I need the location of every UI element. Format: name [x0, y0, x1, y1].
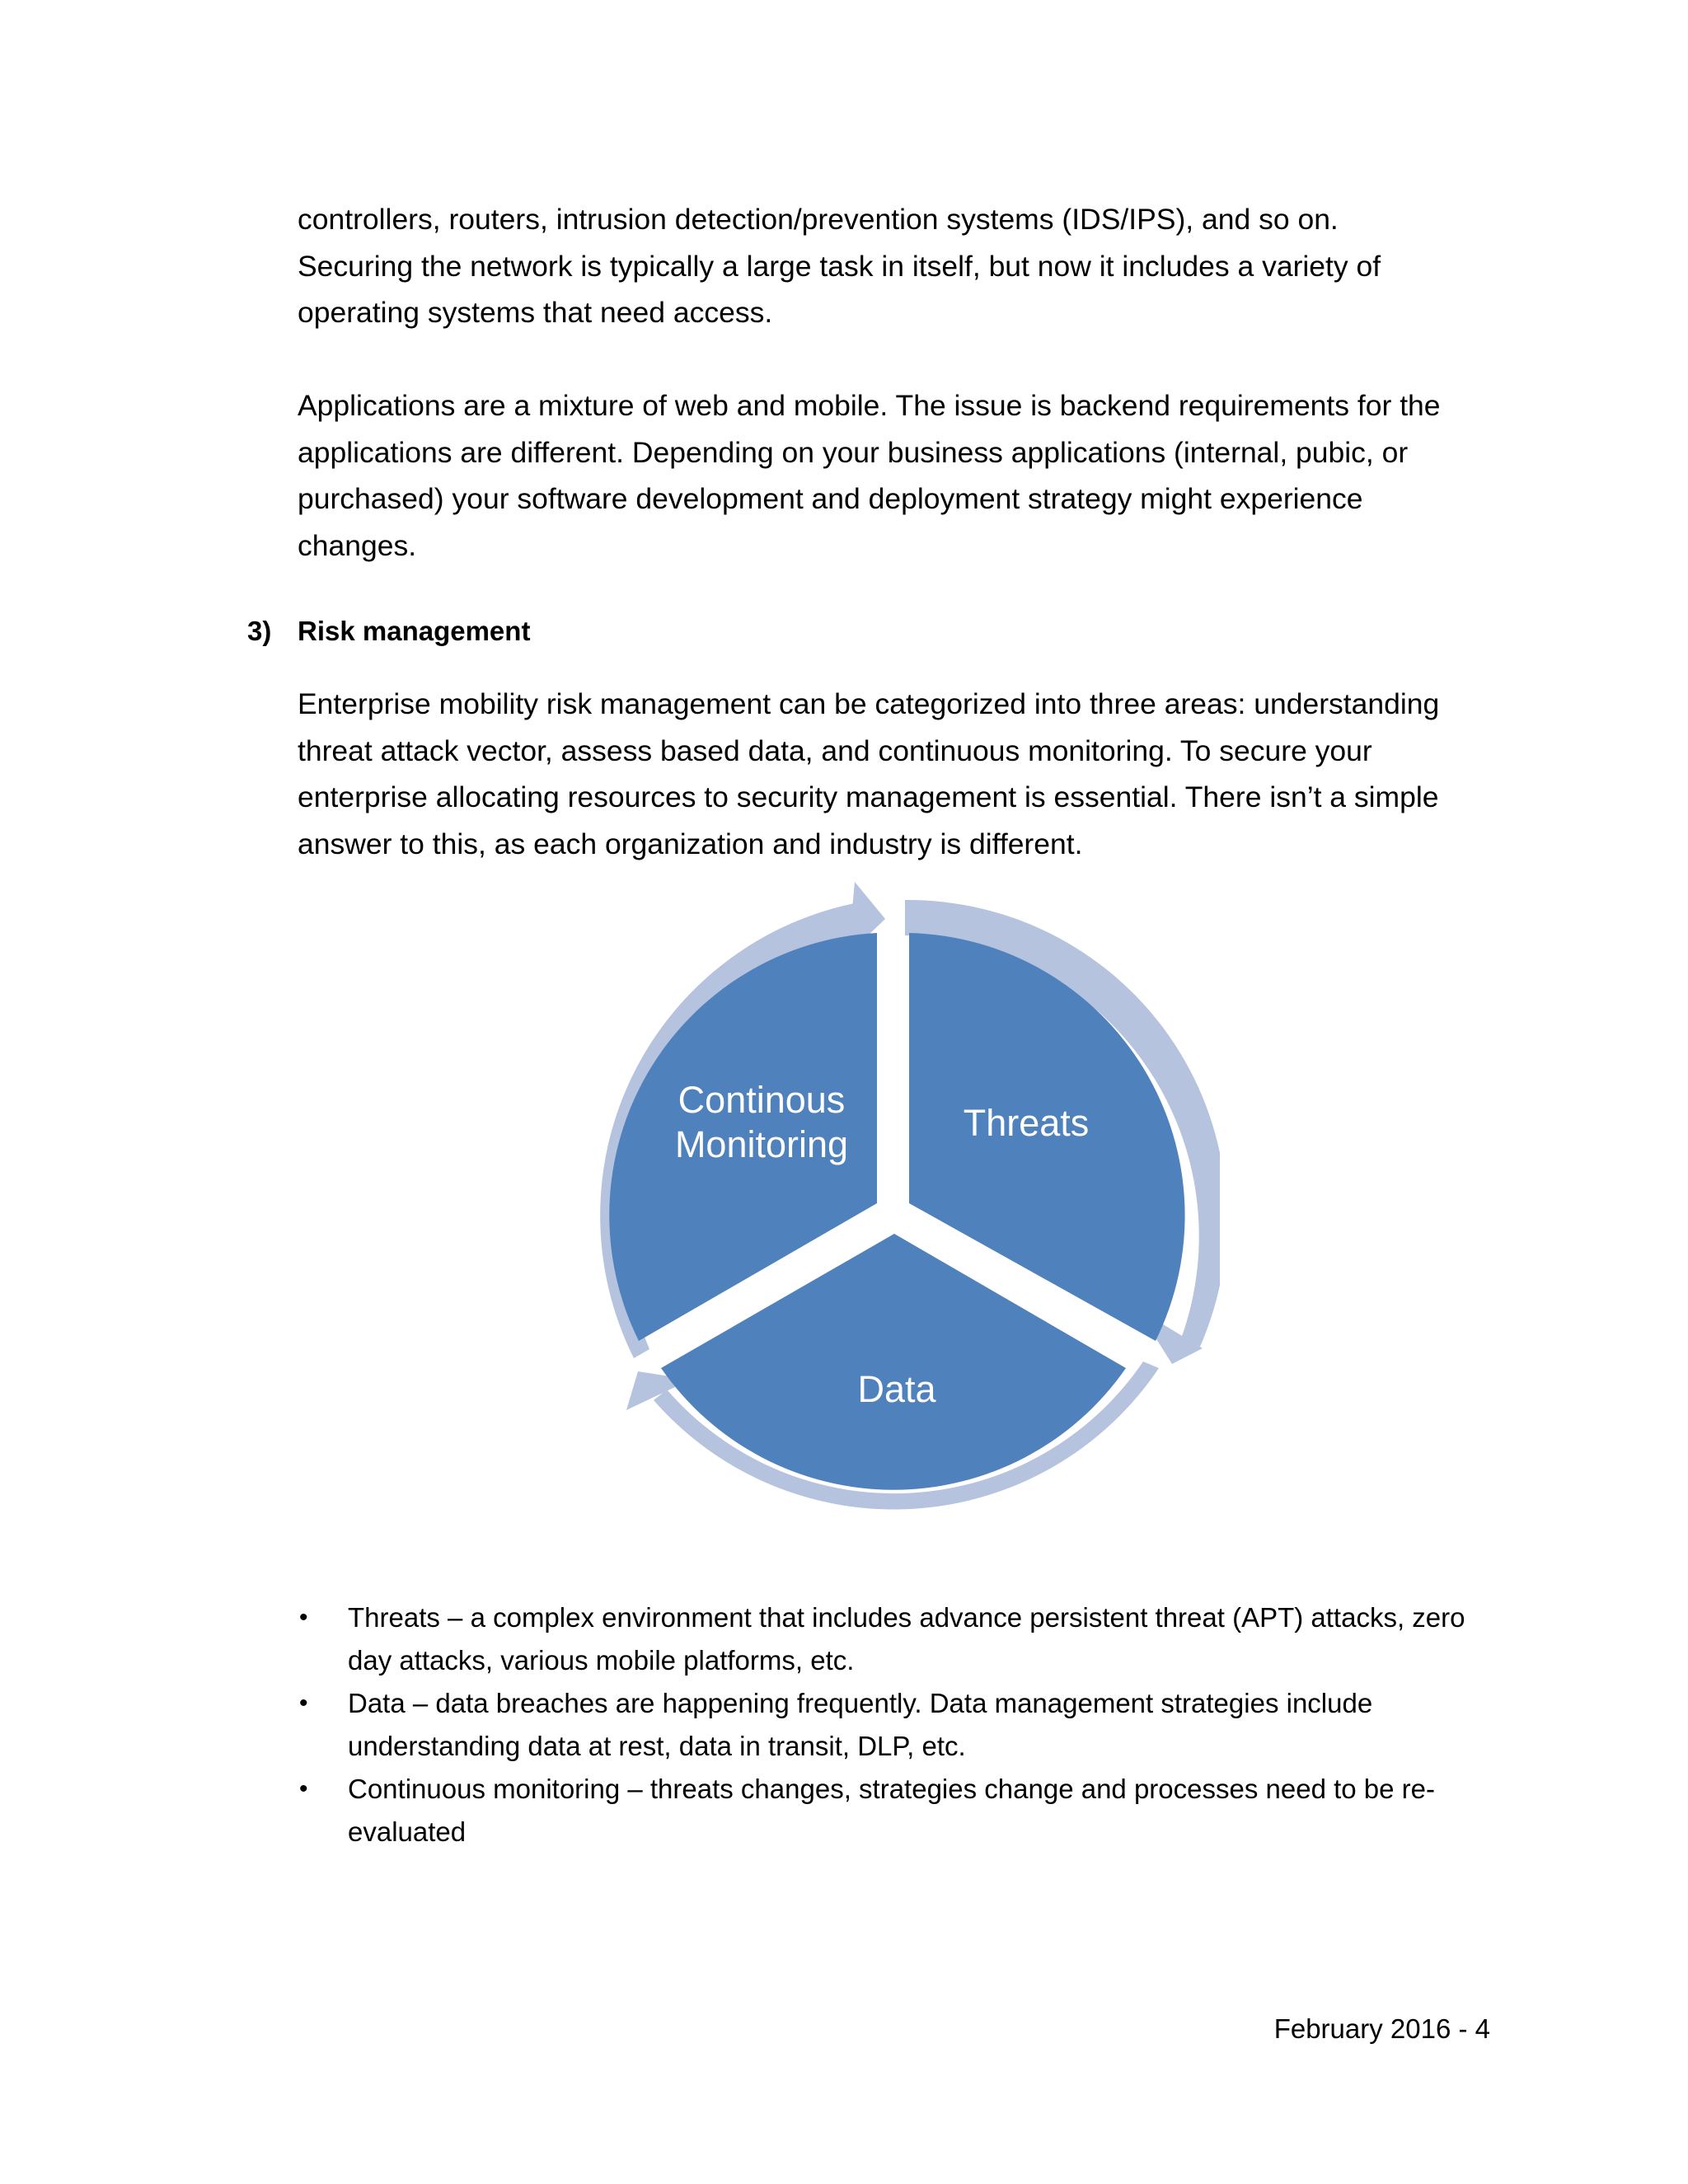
text-line: Applications are a mixture of web and mobile. The issue is backend requirements for the: [298, 389, 1441, 422]
list-item-text: Threats – a complex environment that includes advance persistent threat (APT) attacks, zero: [348, 1602, 1465, 1633]
section-number: 3): [247, 616, 272, 646]
text-line: operating systems that need access.: [298, 296, 773, 329]
text-line: answer to this, as each organization and industry is different.: [298, 827, 1083, 860]
bullet-icon: •: [299, 1690, 308, 1717]
page-footer: February 2016 - 4: [1273, 2013, 1490, 2044]
text-line: applications are different. Depending on your business applications (internal, pubic, or: [298, 435, 1409, 469]
list-item: [298, 1596, 1465, 1682]
section-heading: [247, 612, 530, 651]
list-item-text: day attacks, various mobile platforms, etc.: [348, 1645, 855, 1675]
bullet-icon: •: [299, 1604, 308, 1631]
text-line: threat attack vector, assess based data, and continuous monitoring. To secure your: [298, 733, 1372, 767]
section-title: Risk management: [298, 616, 531, 646]
text-line: changes.: [298, 528, 417, 562]
list-item: [298, 1768, 1465, 1854]
bullet-list: [298, 1596, 1465, 1854]
segment-label-monitoring-line2: Monitoring: [674, 1123, 849, 1165]
list-item-text: evaluated: [348, 1816, 467, 1847]
segment-label-threats: Threats: [963, 1102, 1090, 1144]
segment-label-data: Data: [857, 1368, 936, 1410]
paragraph-risk-management: [298, 681, 1509, 867]
text-line: controllers, routers, intrusion detection/prevention systems (IDS/IPS), and so on.: [298, 203, 1339, 236]
paragraph-network: [298, 196, 1509, 336]
paragraph-applications: [298, 382, 1509, 569]
text-line: Enterprise mobility risk management can be categorized into three areas: understanding: [298, 687, 1440, 720]
segment-label-monitoring-line1: Continous: [678, 1079, 846, 1121]
text-line: enterprise allocating resources to security management is essential. There isn’t a simple: [298, 780, 1439, 813]
list-item-text: Continuous monitoring – threats changes, strategies change and processes need to be re-: [348, 1774, 1435, 1804]
text-line: purchased) your software development and deployment strategy might experience: [298, 482, 1363, 515]
list-item-text: Data – data breaches are happening frequently. Data management strategies include: [348, 1688, 1373, 1718]
bullet-icon: •: [299, 1775, 308, 1802]
text-line: Securing the network is typically a large task in itself, but now it includes a variety of: [298, 249, 1381, 283]
risk-cycle-diagram: [560, 869, 1220, 1545]
list-item-text: understanding data at rest, data in transit, DLP, etc.: [348, 1731, 966, 1761]
list-item: [298, 1682, 1465, 1768]
